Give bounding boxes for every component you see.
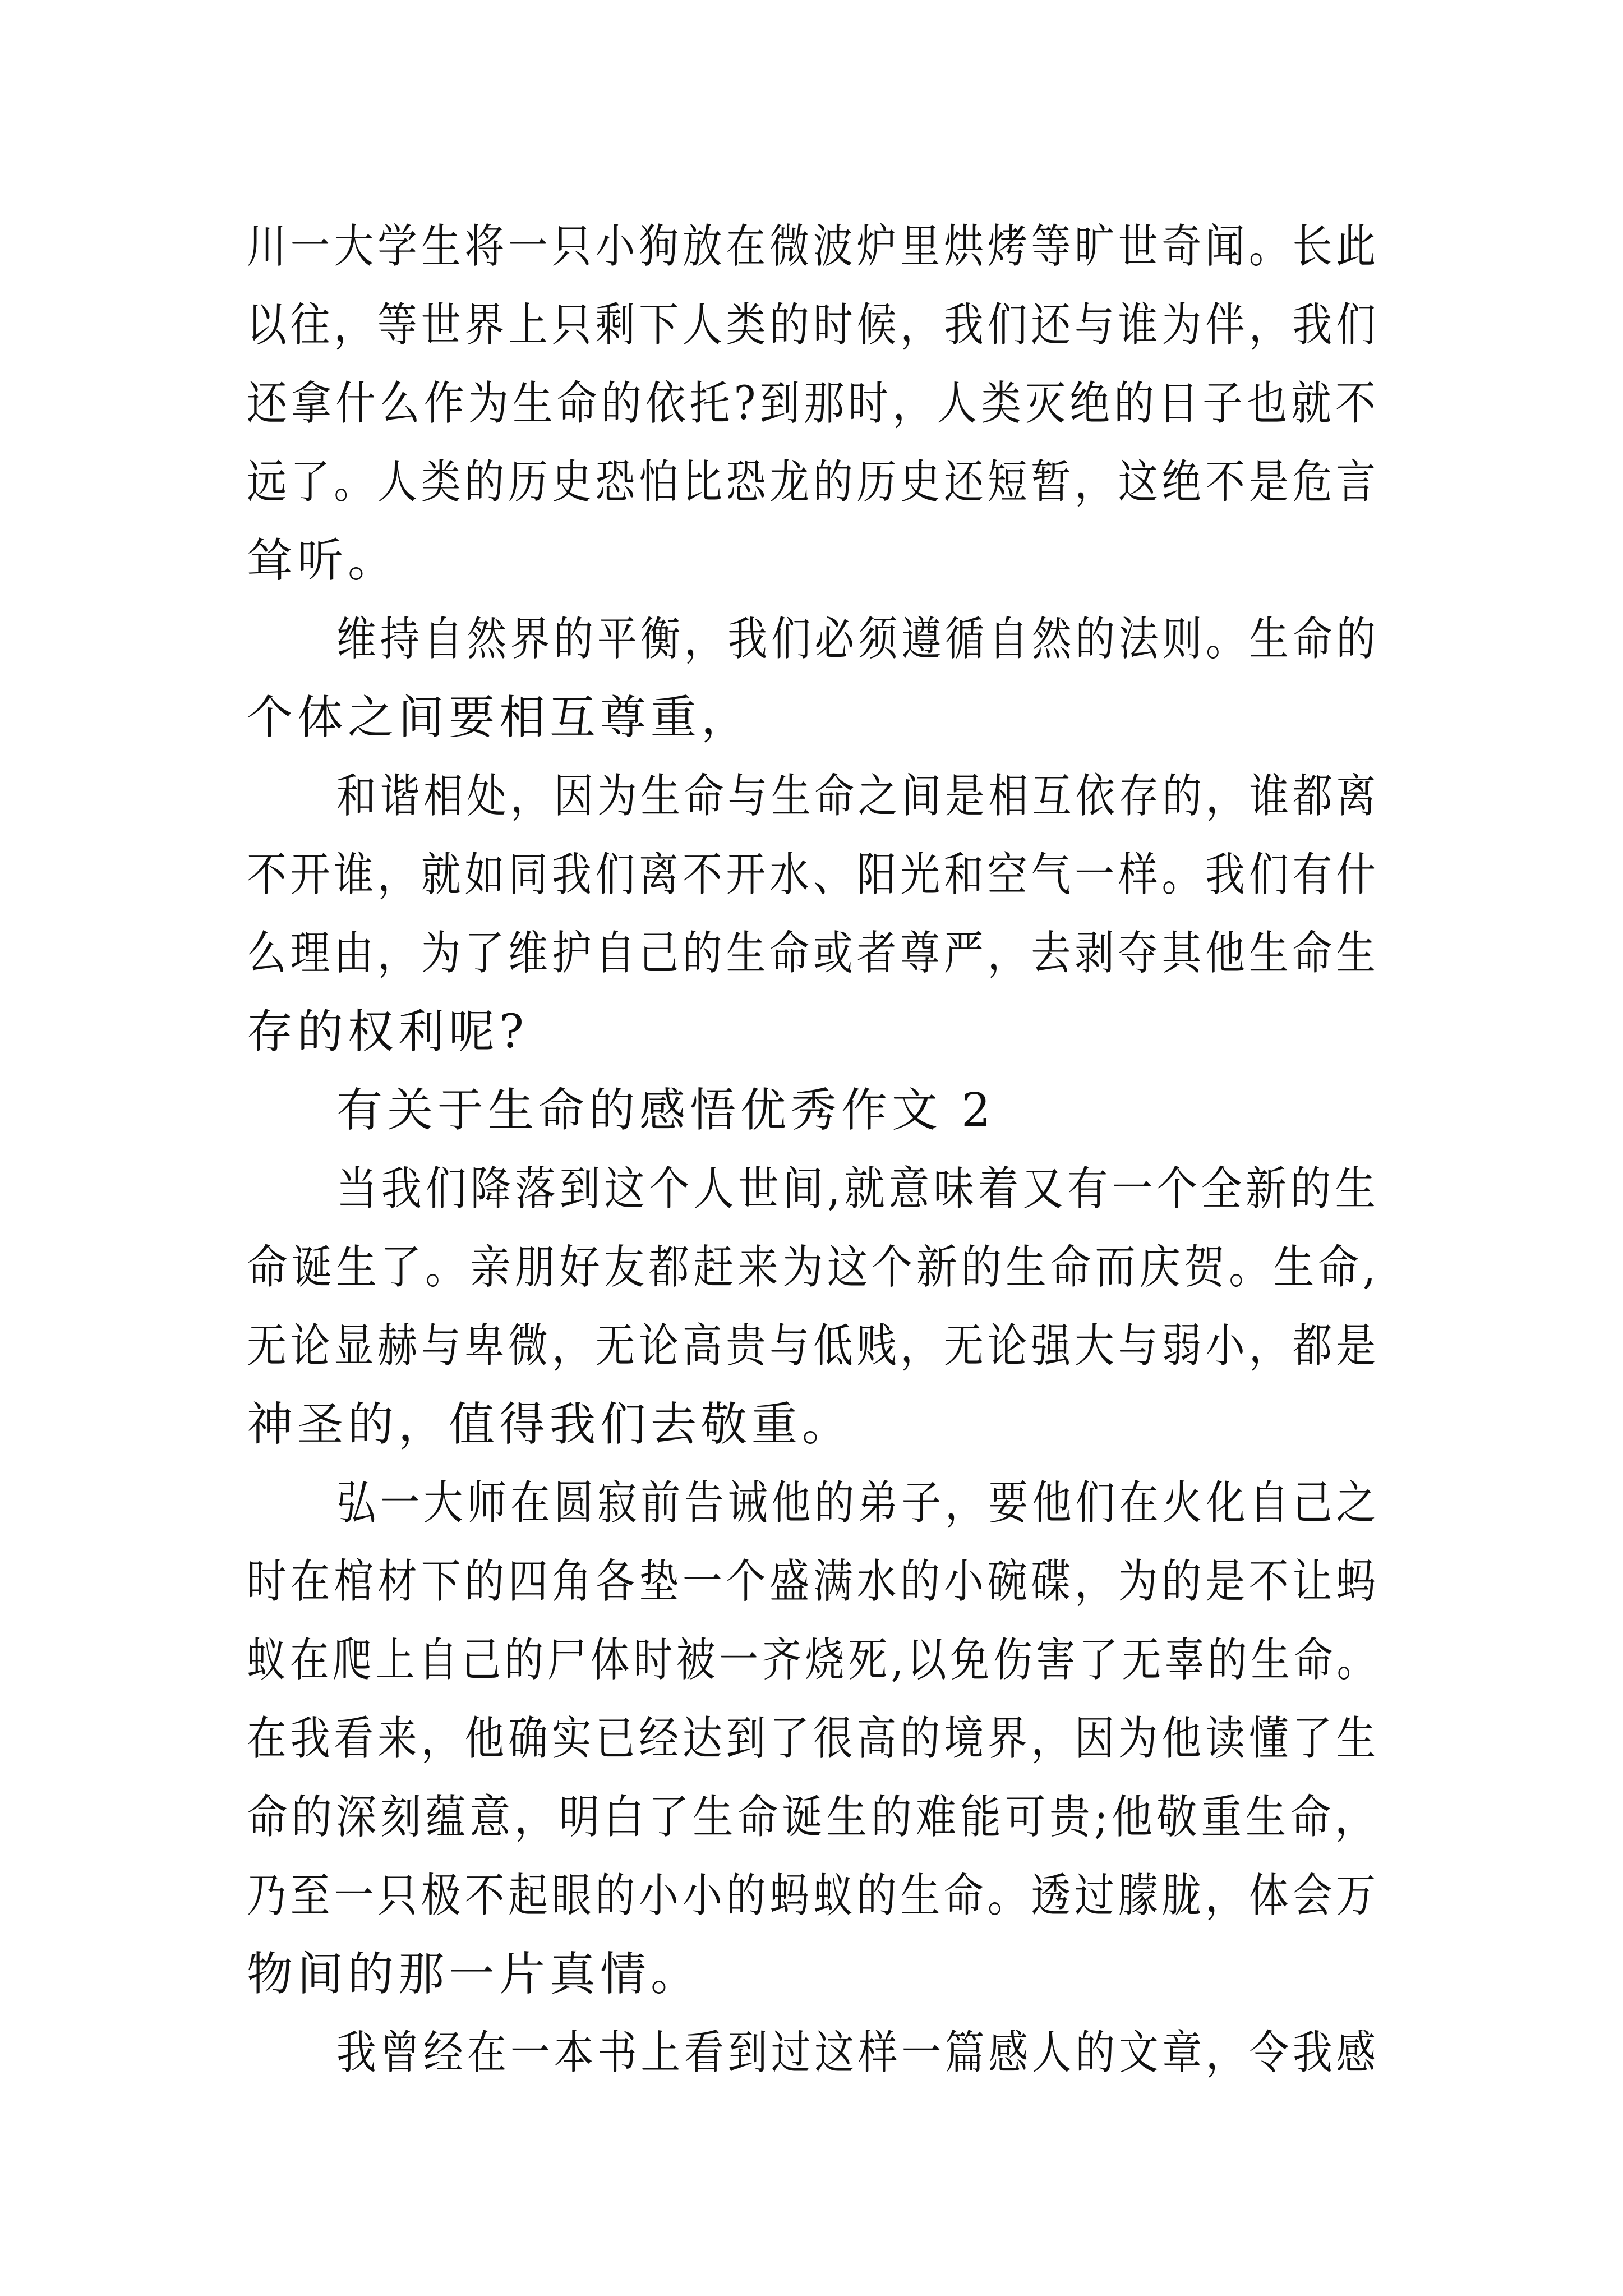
- line-text: 么理由，为了维护自己的生命或者尊严，去剥夺其他生命生: [247, 927, 1380, 980]
- line-text: 无论显赫与卑微，无论高贵与低贱，无论强大与弱小，都是: [247, 1319, 1380, 1373]
- text-line: [0, 1150, 1623, 1228]
- line-text: 远了。人类的历史恐怕比恐龙的历史还短暂，这绝不是危言: [247, 455, 1380, 509]
- text-line: [0, 993, 1623, 1071]
- line-text: 维持自然界的平衡，我们必须遵循自然的法则。生命的: [336, 613, 1380, 666]
- text-line: [0, 2014, 1623, 2092]
- line-text: 蚁在爬上自己的尸体时被一齐烧死,以免伤害了无辜的生命。: [247, 1634, 1380, 1687]
- text-line: [0, 1543, 1623, 1621]
- line-text: 以往，等世界上只剩下人类的时候，我们还与谁为伴，我们: [247, 298, 1380, 352]
- text-line: [0, 1386, 1623, 1464]
- line-text: 耸听。: [247, 534, 399, 587]
- line-text: 不开谁，就如同我们离不开水、阳光和空气一样。我们有什: [247, 848, 1380, 901]
- text-line: [0, 836, 1623, 914]
- line-text: 还拿什么作为生命的依托?到那时，人类灭绝的日子也就不: [247, 377, 1380, 430]
- line-text: 神圣的，值得我们去敬重。: [247, 1398, 853, 1451]
- text-line: [0, 679, 1623, 757]
- text-line: [0, 1228, 1623, 1307]
- line-text: 乃至一只极不起眼的小小的蚂蚁的生命。透过朦胧，体会万: [247, 1869, 1380, 1922]
- heading-text: 有关于生命的感悟优秀作文 2: [336, 1084, 995, 1137]
- line-text: 和谐相处，因为生命与生命之间是相互依存的，谁都离: [336, 770, 1380, 823]
- text-line: [0, 365, 1623, 443]
- text-line: [0, 522, 1623, 600]
- line-text: 时在棺材下的四角各垫一个盛满水的小碗碟，为的是不让蚂: [247, 1555, 1380, 1608]
- text-line: [0, 1935, 1623, 2014]
- line-text: 个体之间要相互尊重，: [247, 691, 752, 744]
- line-text: 命的深刻蕴意，明白了生命诞生的难能可贵;他敬重生命，: [247, 1791, 1380, 1844]
- line-text: 弘一大师在圆寂前告诫他的弟子，要他们在火化自己之: [336, 1476, 1380, 1530]
- text-line: [0, 1621, 1623, 1700]
- text-line: [0, 443, 1623, 522]
- text-line: [0, 1700, 1623, 1778]
- text-line: [0, 1464, 1623, 1543]
- text-line: [0, 208, 1623, 286]
- line-text: 命诞生了。亲朋好友都赶来为这个新的生命而庆贺。生命,: [247, 1241, 1380, 1294]
- line-text: 物间的那一片真情。: [247, 1948, 702, 2001]
- text-line: [0, 757, 1623, 836]
- text-line: [0, 600, 1623, 679]
- line-text: 存的权利呢?: [247, 1005, 528, 1059]
- text-line: [0, 914, 1623, 993]
- section-heading: [0, 1071, 1623, 1150]
- text-line: [0, 1778, 1623, 1857]
- text-line: [0, 286, 1623, 365]
- line-text: 我曾经在一本书上看到过这样一篇感人的文章，令我感: [336, 2026, 1380, 2079]
- line-text: 川一大学生将一只小狗放在微波炉里烘烤等旷世奇闻。长此: [247, 220, 1380, 273]
- line-text: 在我看来，他确实已经达到了很高的境界，因为他读懂了生: [247, 1712, 1380, 1765]
- text-line: [0, 1307, 1623, 1386]
- line-text: 当我们降落到这个人世间,就意味着又有一个全新的生: [336, 1162, 1380, 1216]
- text-line: [0, 1857, 1623, 1935]
